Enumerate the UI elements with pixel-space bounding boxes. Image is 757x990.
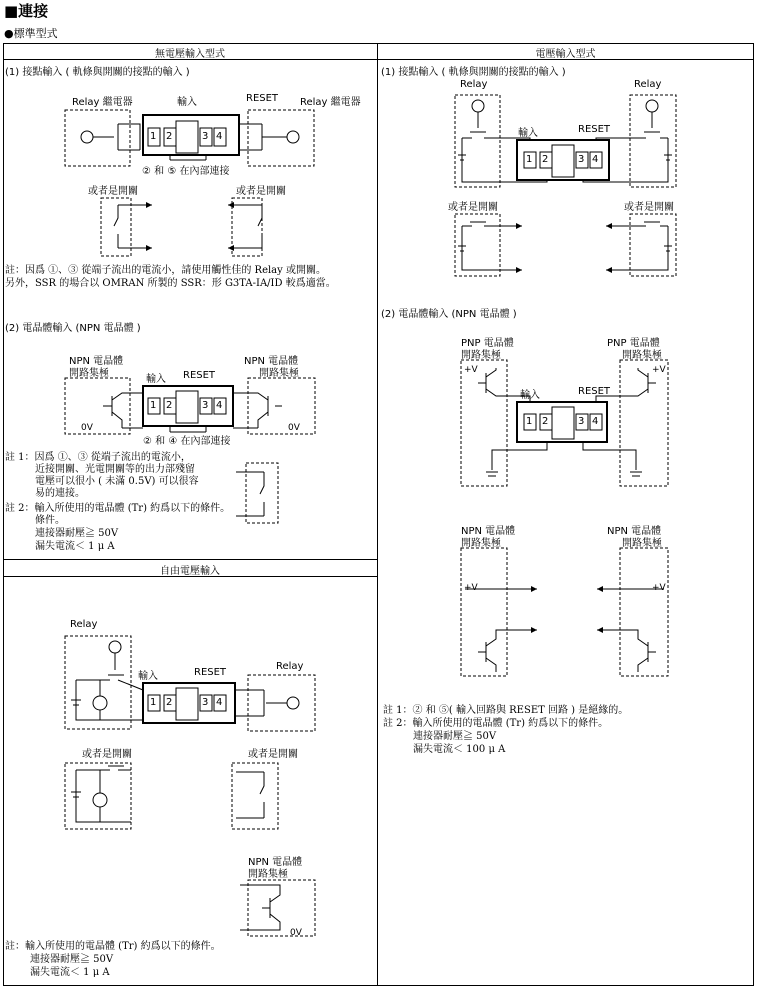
right-t2-terminal-2: 2 [542, 416, 549, 427]
left-internal-connection: ② 和 ⑤ 在內部連接 [142, 166, 230, 177]
right-or-left: 或者是開關 [448, 202, 498, 213]
left-terminal-3: 3 [202, 131, 209, 142]
right-pnp-right-2: 開路集極 [622, 350, 662, 361]
free-npn-1: NPN 電晶體 [248, 857, 303, 868]
right-note3: 連接器耐壓≧ 50V [413, 731, 497, 742]
right-plus-v-1: +V [464, 365, 478, 375]
free-terminal-3: 3 [202, 697, 209, 708]
left-note-a2: 近接開關、光電開關等的出力部殘留 [35, 464, 195, 475]
left-note-b4: 漏失電流＜ 1 μ A [35, 541, 115, 552]
left-note-b3: 連接器耐壓≧ 50V [35, 528, 119, 539]
left-reset-label: RESET [246, 93, 279, 104]
left-t2-terminal-4: 4 [216, 400, 223, 411]
left-relay-right-label: Relay 繼電器 [300, 97, 361, 108]
right-plus-v-4: +V [652, 583, 666, 593]
left-note-a4: 易的連接。 [35, 488, 85, 499]
right-terminal-1: 1 [526, 154, 533, 165]
left-npn-right-1: NPN 電晶體 [244, 356, 299, 367]
right-npn-right-2: 開路集極 [622, 538, 662, 549]
right-note1: 註 1：② 和 ⑤( 輸入回路與 RESET 回路 ) 是絕緣的。 [383, 705, 629, 716]
right-note2: 註 2：輸入所使用的電晶體 (Tr) 約爲以下的條件。 [383, 718, 609, 729]
right-terminal-3: 3 [578, 154, 585, 165]
free-npn-2: 開路集極 [248, 869, 288, 880]
right-transistor-title: (2) 電晶體輸入 (NPN 電晶體 ) [381, 309, 517, 320]
free-ov: 0V [290, 928, 302, 938]
free-or-right: 或者是開關 [248, 749, 298, 760]
free-note3: 漏失電流＜ 1 μ A [30, 967, 110, 978]
left-contact-title: (1) 接點輸入 ( 軌條與開關的接點的輸入 ) [5, 67, 190, 78]
right-npn-left-2: 開路集極 [461, 538, 501, 549]
left-ov-right: 0V [288, 423, 300, 433]
right-pnp-left-2: 開路集極 [461, 350, 501, 361]
left-npn-left-2: 開路集極 [69, 368, 109, 379]
right-npn-left-1: NPN 電晶體 [461, 526, 516, 537]
left-t2-terminal-2: 2 [166, 400, 173, 411]
free-terminal-2: 2 [166, 697, 173, 708]
left-npn-left-1: NPN 電晶體 [69, 356, 124, 367]
left-terminal-1: 1 [150, 131, 157, 142]
right-relay-left: Relay [460, 79, 488, 90]
right-t2-terminal-1: 1 [526, 416, 533, 427]
left-note1-line1: 註：因爲 ①、③ 從端子流出的電流小，請使用觸性佳的 Relay 或開關。 [5, 265, 326, 276]
header-no-voltage: 無電壓輸入型式 [155, 49, 225, 60]
free-input-label: 輸入 [138, 671, 158, 682]
left-npn-right-2: 開路集極 [259, 368, 299, 379]
right-reset2-label: RESET [578, 386, 611, 397]
left-t2-terminal-1: 1 [150, 400, 157, 411]
right-or-right: 或者是開關 [624, 202, 674, 213]
right-t2-terminal-4: 4 [592, 416, 599, 427]
free-or-left: 或者是開關 [82, 749, 132, 760]
free-reset-label: RESET [194, 667, 227, 678]
left-note-a1: 註 1：因爲 ①、③ 從端子流出的電流小， [5, 452, 191, 463]
header-voltage: 電壓輸入型式 [535, 49, 596, 60]
page-title: ■連接 [4, 2, 49, 20]
left-input2-label: 輸入 [146, 374, 166, 385]
right-plus-v-2: +V [652, 365, 666, 375]
free-relay-label: Relay [70, 619, 98, 630]
right-contact-title: (1) 接點輸入 ( 軌條與開關的接點的輸入 ) [381, 67, 566, 78]
left-terminal-2: 2 [166, 131, 173, 142]
free-note1: 註：輸入所使用的電晶體 (Tr) 約爲以下的條件。 [5, 941, 221, 952]
left-note-b1: 註 2：輸入所使用的電晶體 (Tr) 約爲以下的條件。 [5, 503, 231, 514]
right-npn-right-1: NPN 電晶體 [607, 526, 662, 537]
left-t2-terminal-3: 3 [202, 400, 209, 411]
left-note-b2: 條件。 [35, 515, 65, 526]
section-subtitle: ●標準型式 [4, 27, 58, 40]
left-reset2-label: RESET [183, 370, 216, 381]
left-note1-line2: 另外，SSR 的場合以 OMRAN 所製的 SSR：形 G3TA-IA/ID 較爲適當。 [5, 278, 336, 289]
right-terminal-2: 2 [542, 154, 549, 165]
free-note2: 連接器耐壓≧ 50V [30, 954, 114, 965]
header-free-voltage: 自由電壓輸入 [160, 566, 220, 577]
right-relay-right: Relay [634, 79, 662, 90]
right-terminal-4: 4 [592, 154, 599, 165]
free-terminal-1: 1 [150, 697, 157, 708]
right-plus-v-3: +V [464, 583, 478, 593]
free-relay-right-label: Relay [276, 661, 304, 672]
left-note-a3: 電壓可以很小 ( 未滿 0.5V) 可以很容 [35, 476, 199, 487]
right-pnp-right-1: PNP 電晶體 [607, 338, 660, 349]
right-pnp-left-1: PNP 電晶體 [461, 338, 514, 349]
right-t2-terminal-3: 3 [578, 416, 585, 427]
free-terminal-4: 4 [216, 697, 223, 708]
right-input-label: 輸入 [518, 128, 538, 139]
left-or-switch-right: 或者是開關 [236, 186, 286, 197]
left-transistor-title: (2) 電晶體輸入 (NPN 電晶體 ) [5, 323, 141, 334]
right-note4: 漏失電流＜ 100 μ A [413, 744, 506, 755]
left-terminal-4: 4 [216, 131, 223, 142]
left-internal-connection2: ② 和 ④ 在內部連接 [143, 436, 231, 447]
left-input-label: 輸入 [177, 97, 197, 108]
right-reset-label: RESET [578, 124, 611, 135]
left-relay-label: Relay 繼電器 [72, 97, 133, 108]
left-or-switch-left: 或者是開關 [88, 186, 138, 197]
left-ov-left: 0V [81, 423, 93, 433]
right-input2-label: 輸入 [520, 390, 540, 401]
